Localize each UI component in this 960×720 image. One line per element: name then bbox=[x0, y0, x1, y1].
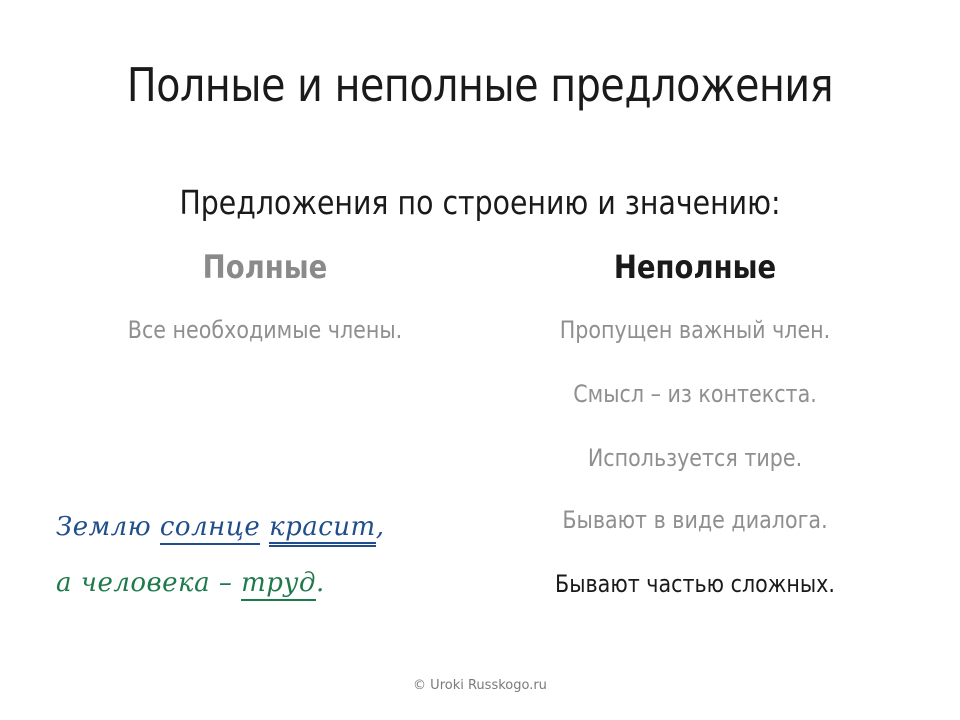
incomplete-sentences-heading: Неполные bbox=[613, 248, 777, 286]
incomplete-sentences-item: Используется тире. bbox=[587, 444, 803, 472]
example-word: Землю bbox=[56, 512, 152, 542]
example-word: а человека bbox=[56, 568, 211, 598]
example-punctuation: , bbox=[375, 512, 385, 542]
incomplete-sentences-item: Бывают в виде диалога. bbox=[562, 506, 828, 534]
example-dash: – bbox=[218, 568, 233, 598]
example-punctuation: . bbox=[315, 568, 325, 598]
example-sentence-line-2 bbox=[56, 568, 325, 598]
slide-subtitle: Предложения по строению и значению: bbox=[179, 183, 781, 222]
example-subject-underlined: труд bbox=[241, 568, 316, 601]
slide-title: Полные и неполные предложения bbox=[126, 58, 834, 112]
complete-sentences-heading: Полные bbox=[202, 248, 328, 286]
incomplete-sentences-item-highlighted: Бывают частью сложных. bbox=[555, 570, 835, 598]
incomplete-sentences-item: Пропущен важный член. bbox=[559, 316, 831, 344]
copyright-footer: © Uroki Russkogo.ru bbox=[413, 678, 547, 693]
example-predicate-underlined: красит bbox=[269, 512, 376, 547]
complete-sentences-item: Все необходимые члены. bbox=[127, 316, 403, 344]
example-sentence-line-1 bbox=[56, 512, 384, 542]
example-subject-underlined: солнце bbox=[160, 512, 260, 545]
incomplete-sentences-item: Смысл – из контекста. bbox=[573, 380, 817, 408]
